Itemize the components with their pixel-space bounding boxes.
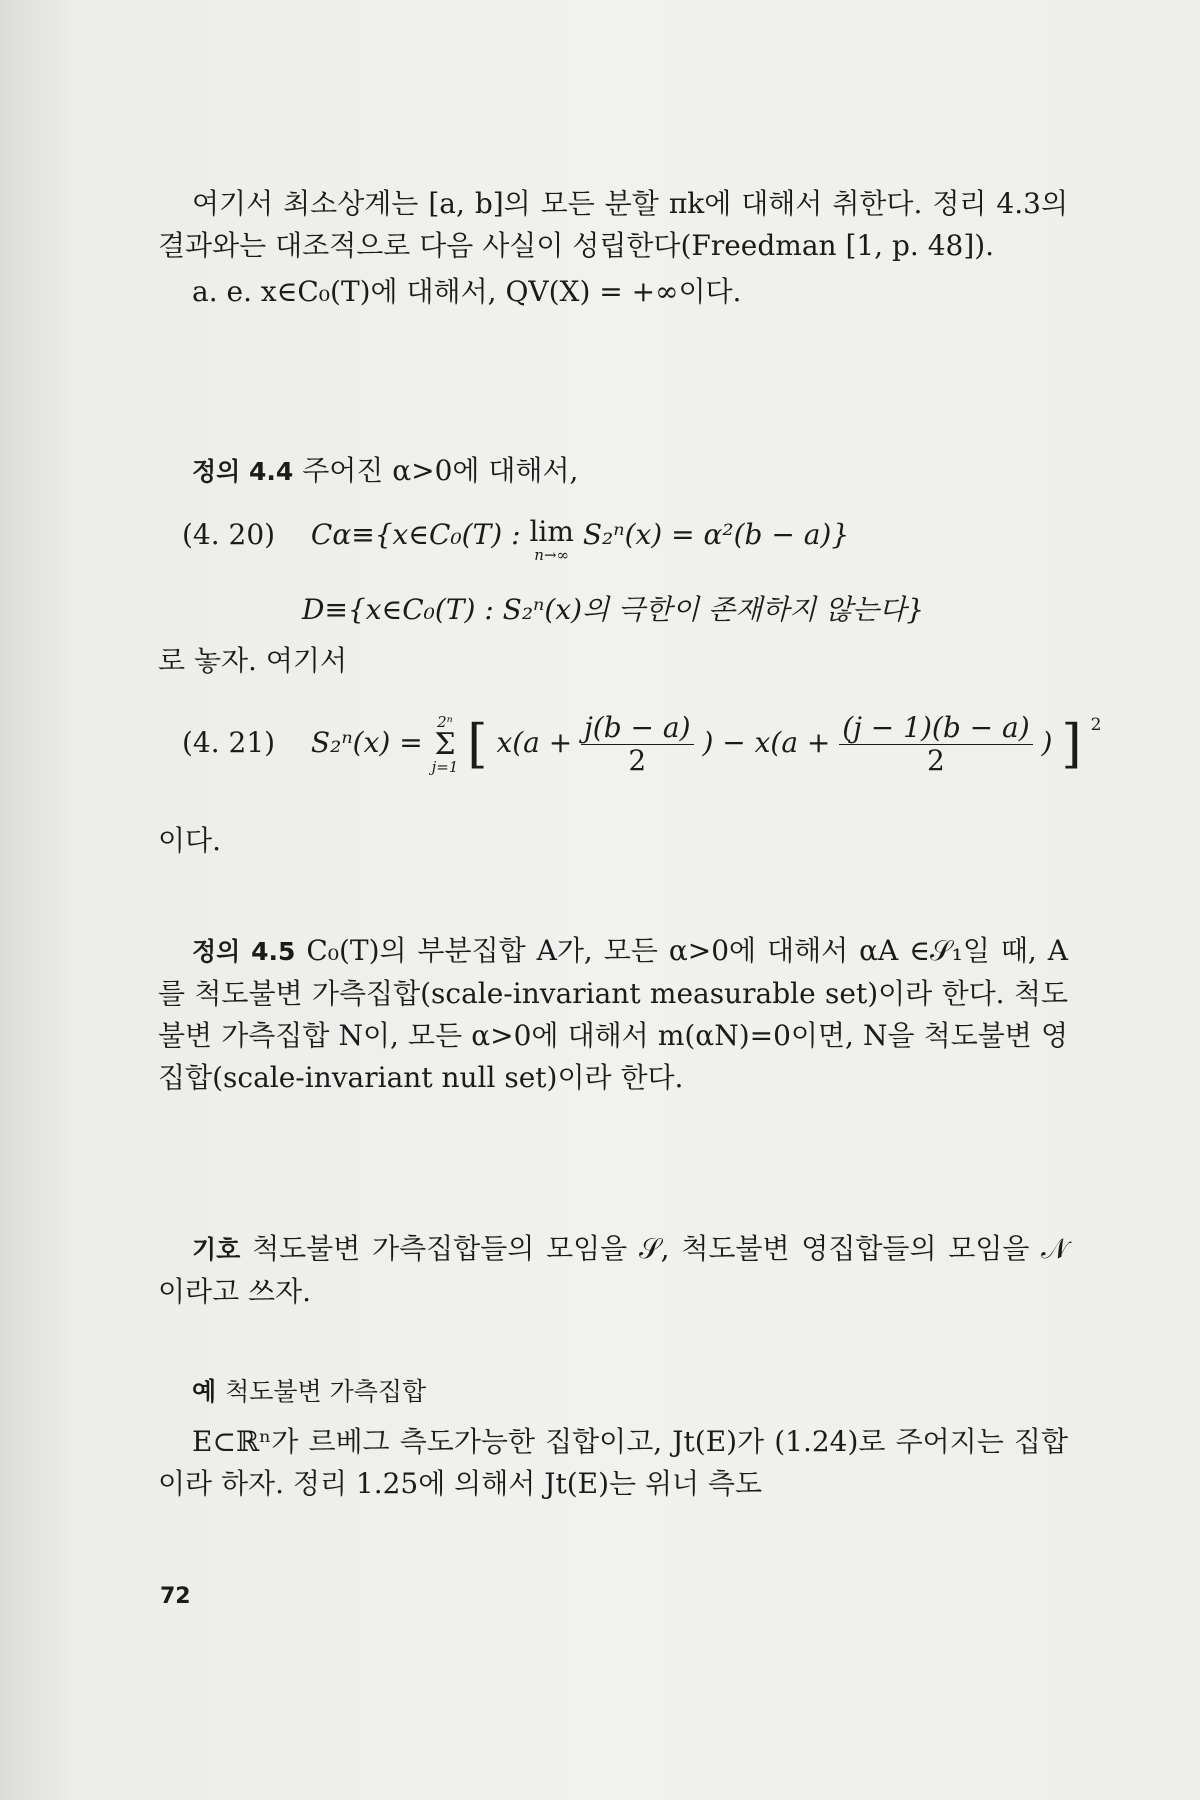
let-statement [158, 640, 1068, 682]
equation-rhs: S₂ⁿ(x) = α²(b − a)} [582, 518, 850, 551]
definition-text: C₀(T)의 부분집합 A가, 모든 α>0에 대해서 αA ∈𝒮₁일 때, A를 척도불변 가측집합(scale-invariant measurable set)이라 한다. 척도불변 가측집합 N이, 모든 α>0에 대해서 m(αN)=0이면, N을 척도불변 영집합(scale-invariant null set)이라 한다. [158, 934, 1068, 1094]
sum-lower: j=1 [431, 757, 459, 776]
fraction-1 [581, 712, 693, 777]
definition-4-5 [158, 930, 1068, 1099]
equation-number: (4. 20) [182, 518, 276, 551]
paragraph-supremum [158, 183, 1068, 313]
fraction-2-den: 2 [927, 744, 945, 778]
term-end: ) [1041, 726, 1053, 760]
end-text: 이다. [158, 824, 221, 857]
left-bracket: [ [467, 714, 488, 775]
ae-statement: a. e. x∈C₀(T)에 대해서, QV(X) = +∞이다. [192, 275, 742, 308]
summation-operator [431, 712, 459, 776]
equation-lhs: Cα≡{x∈C₀(T) : [310, 518, 530, 551]
notation [158, 1228, 1068, 1313]
example-text: E⊂ℝⁿ가 르베그 측도가능한 집합이고, Jt(E)가 (1.24)로 주어지는 집합이라 하자. 정리 1.25에 의해서 Jt(E)는 위너 측도 [158, 1425, 1068, 1500]
notation-label: 기호 [192, 1235, 241, 1264]
equation-d-text: D≡{x∈C₀(T) : S₂ⁿ(x)의 극한이 존재하지 않는다} [302, 593, 925, 626]
term-1: x(a + [496, 726, 582, 760]
equation-lhs: S₂ⁿ(x) = [310, 726, 432, 760]
equation-4-21 [182, 712, 1101, 777]
power: 2 [1090, 715, 1102, 736]
notation-text: 척도불변 가측집합들의 모임을 𝒮, 척도불변 영집합들의 모임을 𝒩이라고 쓰자. [158, 1232, 1068, 1308]
fraction-1-den: 2 [628, 744, 647, 778]
let-text: 로 놓자. 여기서 [158, 644, 347, 677]
paragraph-text: 여기서 최소상계는 [a, b]의 모든 분할 πk에 대해서 취한다. 정리 4.3의 결과와는 대조적으로 다음 사실이 성립한다(Freedman [1, p. 48]). [158, 187, 1068, 262]
sum-sigma: Σ [434, 726, 456, 762]
example [158, 1370, 1068, 1505]
definition-4-4 [158, 450, 1068, 493]
limit-operator [529, 515, 574, 564]
page-number: 72 [160, 1584, 191, 1609]
sum-upper: 2ⁿ [437, 712, 453, 731]
fraction-2-num: (j − 1)(b − a) [839, 712, 1032, 745]
term-mid: ) − x(a + [702, 726, 840, 760]
equation-d [302, 588, 924, 628]
limit-subscript: n→∞ [534, 546, 570, 564]
equation-number: (4. 21) [182, 726, 276, 760]
definition-label: 정의 4.5 [192, 937, 296, 966]
limit-text: lim [529, 515, 574, 548]
equation-4-20 [182, 515, 850, 564]
definition-intro: 주어진 α>0에 대해서, [302, 454, 579, 487]
definition-label: 정의 4.4 [192, 457, 294, 486]
right-bracket: ] [1061, 714, 1082, 775]
fraction-1-num: j(b − a) [581, 712, 693, 745]
example-title: 척도불변 가측집합 [225, 1377, 427, 1406]
end-statement [158, 820, 1068, 862]
example-label: 예 [192, 1377, 217, 1406]
fraction-2 [839, 712, 1032, 777]
